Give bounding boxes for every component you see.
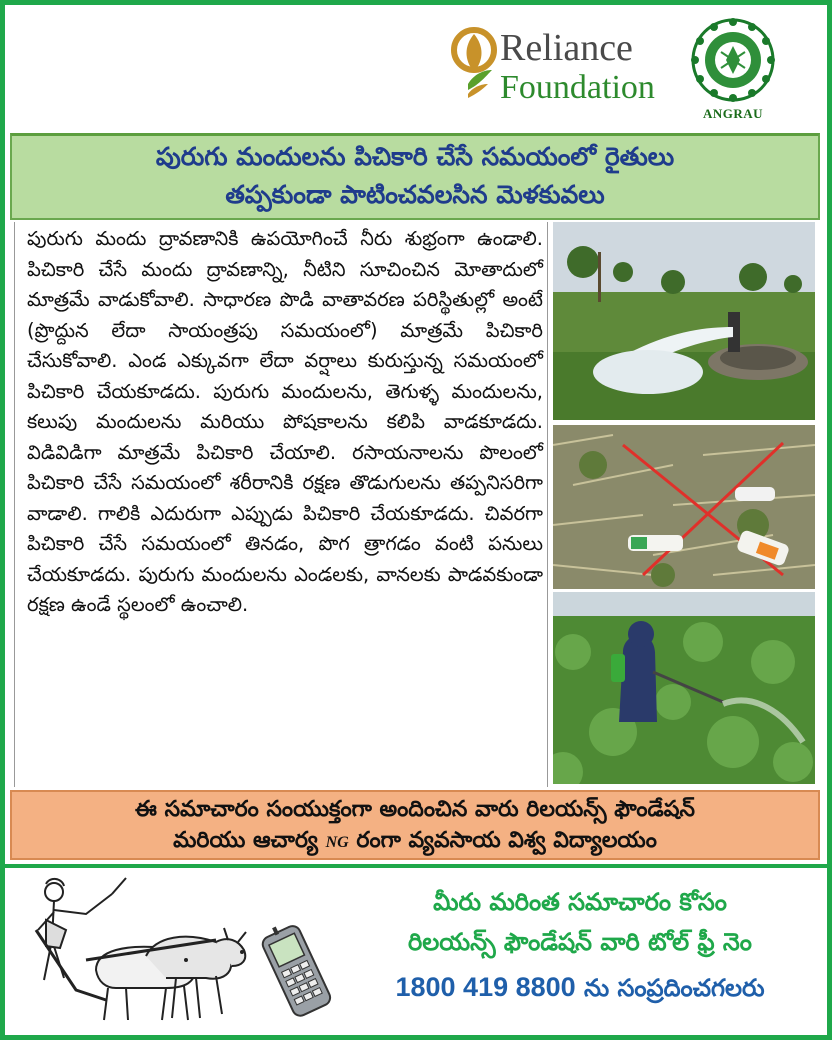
toll-free-number[interactable]: 1800 419 8800 (395, 972, 576, 1002)
credit-ng-initials: NG (325, 834, 349, 851)
credit-banner (10, 790, 820, 860)
contact-line-3-rest: ను సంప్రదించగలరు (575, 974, 765, 1002)
reliance-foundation-logo (448, 22, 668, 110)
body-text-column (14, 222, 548, 787)
irrigation-water-photo (553, 222, 815, 420)
crossed-out-pesticide-bottles-photo (553, 425, 815, 589)
credit-line-2-end: రంగా వ్యవసాయ విశ్వ విద్యాలయం (348, 828, 657, 853)
title-banner (10, 133, 820, 220)
photo-column (553, 222, 815, 787)
contact-line-1: మీరు మరింత సమాచారం కోసం (433, 888, 727, 916)
reliance-foundation-text: Foundation (500, 69, 655, 106)
credit-line-2-start: మరియు ఆచార్య (173, 828, 326, 853)
title-line-1: పురుగు మందులను పిచికారి చేసే సమయంలో రైతులు (155, 142, 675, 171)
farmer-spraying-protective-gear-photo (553, 592, 815, 784)
credit-line-2 (12, 828, 818, 858)
footer-divider (5, 864, 827, 868)
contact-line-3 (340, 972, 820, 1008)
mobile-phone-icon (252, 920, 340, 1020)
contact-line-2: రిలయన్స్ ఫౌండేషన్ వారి టోల్ ఫ్రీ నెం (408, 928, 752, 956)
title-line-2: తప్పకుండా పాటించవలసిన మెళకువలు (225, 180, 605, 209)
angrau-label: ANGRAU (702, 106, 764, 121)
reliance-name: Reliance (500, 27, 633, 69)
farmer-ploughing-bullocks-illustration (16, 870, 256, 1030)
credit-line-1: ఈ సమాచారం సంయుక్తంగా అందించిన వారు రిలయన్స్ ఫౌండేషన్ (135, 797, 695, 822)
body-paragraph: పురుగు మందు ద్రావణానికి ఉపయోగించే నీరు శుభ్రంగా ఉండాలి. పిచికారి చేసే మందు ద్రావణాన్ని, నీటిని సూచించిన మోతాదులో మాత్రమే వాడుకోవాలి. సాధారణ పొడి వాతావరణ పరిస్థితుల్లో అంటే (ప్రొద్దున లేదా సాయంత్రపు సమయంలో) మాత్రమే పిచికారి చేసుకోవాలి. ఎండ ఎక్కువగా లేదా వర్షాలు కురుస్తున్న సమయంలో పిచికారి చేయకూడదు. పురుగు మందులను, తెగుళ్ళ మందులను, కలుపు మందులను మరియు పోషకాలను కలిపి వాడకూడదు. విడివిడిగా మాత్రమే పిచికారి చేయాలి. రసాయనాలను పొలంలో పిచికారి చేసే సమయంలో శరీరానికి రక్షణ తొడుగులను తప్పనిసరిగా వాడాలి. గాలికి ఎదురుగా ఎప్పుడు పిచికారి చేయకూడదు. చివరగా పిచికారి చేసే సమయంలో తినడం, పొగ త్రాగడం వంటి పనులు చేయకూడదు. పురుగు మందులను ఎండలకు, వానలకు పాడవకుండా రక్షణ ఉండే స్థలంలో ఉంచాలి. (27, 227, 543, 616)
reliance-drop-icon (450, 24, 502, 106)
